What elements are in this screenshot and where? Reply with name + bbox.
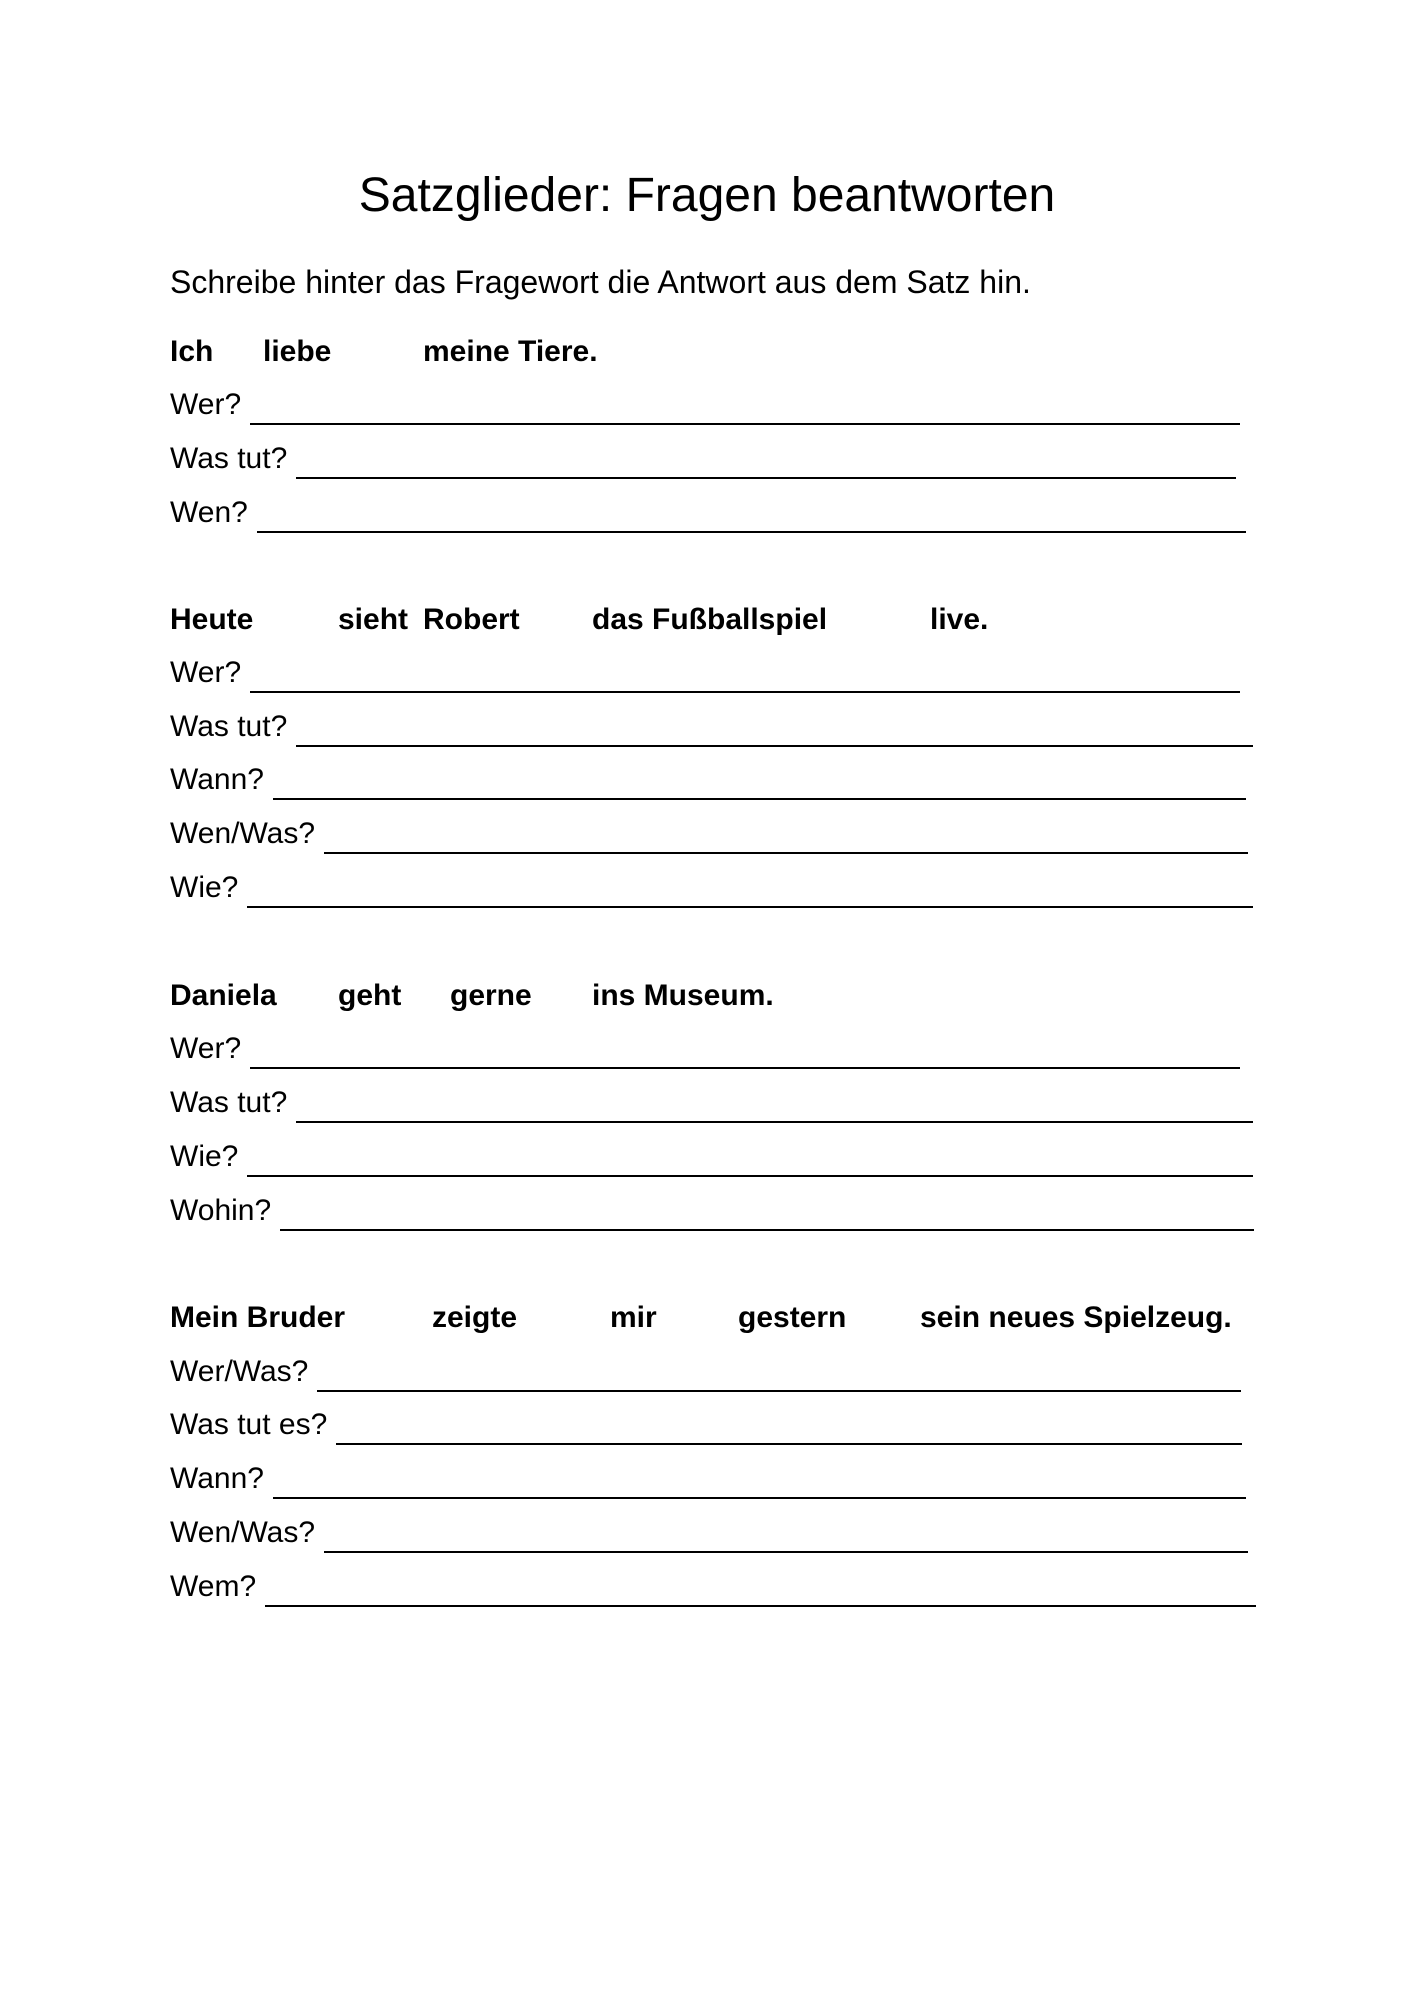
sentence-word: geht xyxy=(338,979,402,1012)
exercise-3-sentence xyxy=(170,976,1250,1016)
question-line xyxy=(170,868,1253,908)
question-label: Was tut es? xyxy=(170,1408,328,1441)
sentence-word: mir xyxy=(610,1301,657,1334)
question-label: Wer? xyxy=(170,656,242,689)
answer-blank[interactable] xyxy=(296,715,1253,747)
sentence-word: Robert xyxy=(423,603,520,636)
question-line xyxy=(170,1352,1241,1392)
sentence-word: sein neues Spielzeug. xyxy=(920,1301,1232,1334)
answer-blank[interactable] xyxy=(265,1575,1256,1607)
question-line xyxy=(170,1567,1256,1607)
answer-blank[interactable] xyxy=(247,1145,1253,1177)
sentence-word: liebe xyxy=(263,335,332,368)
instruction-text: Schreibe hinter das Fragewort die Antwort aus dem Satz hin. xyxy=(170,264,1031,300)
answer-blank[interactable] xyxy=(273,1467,1246,1499)
question-label: Was tut? xyxy=(170,442,288,475)
question-line xyxy=(170,1191,1254,1231)
question-line xyxy=(170,385,1240,425)
answer-blank[interactable] xyxy=(324,1521,1248,1553)
answer-blank[interactable] xyxy=(250,1037,1240,1069)
sentence-word: Daniela xyxy=(170,979,277,1012)
question-line xyxy=(170,653,1240,693)
answer-blank[interactable] xyxy=(296,1091,1253,1123)
question-label: Wer? xyxy=(170,1032,242,1065)
question-label: Was tut? xyxy=(170,710,288,743)
question-label: Wen? xyxy=(170,496,248,529)
sentence-word: ins Museum. xyxy=(592,979,774,1012)
question-line xyxy=(170,707,1253,747)
question-line xyxy=(170,1029,1240,1069)
answer-blank[interactable] xyxy=(257,501,1246,533)
question-label: Wie? xyxy=(170,1140,239,1173)
sentence-word: gerne xyxy=(450,979,532,1012)
sentence-word: Mein Bruder xyxy=(170,1301,346,1334)
question-label: Wann? xyxy=(170,763,264,796)
answer-blank[interactable] xyxy=(296,447,1236,479)
answer-blank[interactable] xyxy=(247,876,1253,908)
answer-blank[interactable] xyxy=(317,1360,1241,1392)
answer-blank[interactable] xyxy=(336,1413,1242,1445)
sentence-word: Heute xyxy=(170,603,254,636)
exercise-1-sentence xyxy=(170,332,1250,372)
sentence-word: zeigte xyxy=(432,1301,518,1334)
sentence-word: Ich xyxy=(170,335,214,368)
question-label: Wem? xyxy=(170,1570,257,1603)
question-label: Wie? xyxy=(170,871,239,904)
question-line xyxy=(170,1405,1242,1445)
exercise-4-sentence xyxy=(170,1298,1250,1338)
question-label: Wen/Was? xyxy=(170,817,316,850)
sentence-word: sieht xyxy=(338,603,409,636)
question-line xyxy=(170,1137,1253,1177)
sentence-word: meine Tiere. xyxy=(423,335,598,368)
question-line xyxy=(170,1459,1246,1499)
question-line xyxy=(170,814,1248,854)
answer-blank[interactable] xyxy=(280,1199,1254,1231)
answer-blank[interactable] xyxy=(250,393,1240,425)
question-label: Wer/Was? xyxy=(170,1355,309,1388)
question-label: Wohin? xyxy=(170,1194,272,1227)
answer-blank[interactable] xyxy=(250,661,1240,693)
exercise-2-sentence xyxy=(170,600,1250,640)
question-label: Wen/Was? xyxy=(170,1516,316,1549)
question-line xyxy=(170,439,1236,479)
question-label: Was tut? xyxy=(170,1086,288,1119)
question-label: Wer? xyxy=(170,388,242,421)
page-title: Satzglieder: Fragen beantworten xyxy=(358,169,1056,222)
question-line xyxy=(170,1083,1253,1123)
sentence-word: live. xyxy=(930,603,989,636)
question-line xyxy=(170,493,1246,533)
sentence-word: gestern xyxy=(738,1301,847,1334)
sentence-word: das Fußballspiel xyxy=(592,603,828,636)
question-line xyxy=(170,1513,1248,1553)
answer-blank[interactable] xyxy=(324,822,1248,854)
question-line xyxy=(170,760,1246,800)
question-label: Wann? xyxy=(170,1462,264,1495)
answer-blank[interactable] xyxy=(273,768,1246,800)
